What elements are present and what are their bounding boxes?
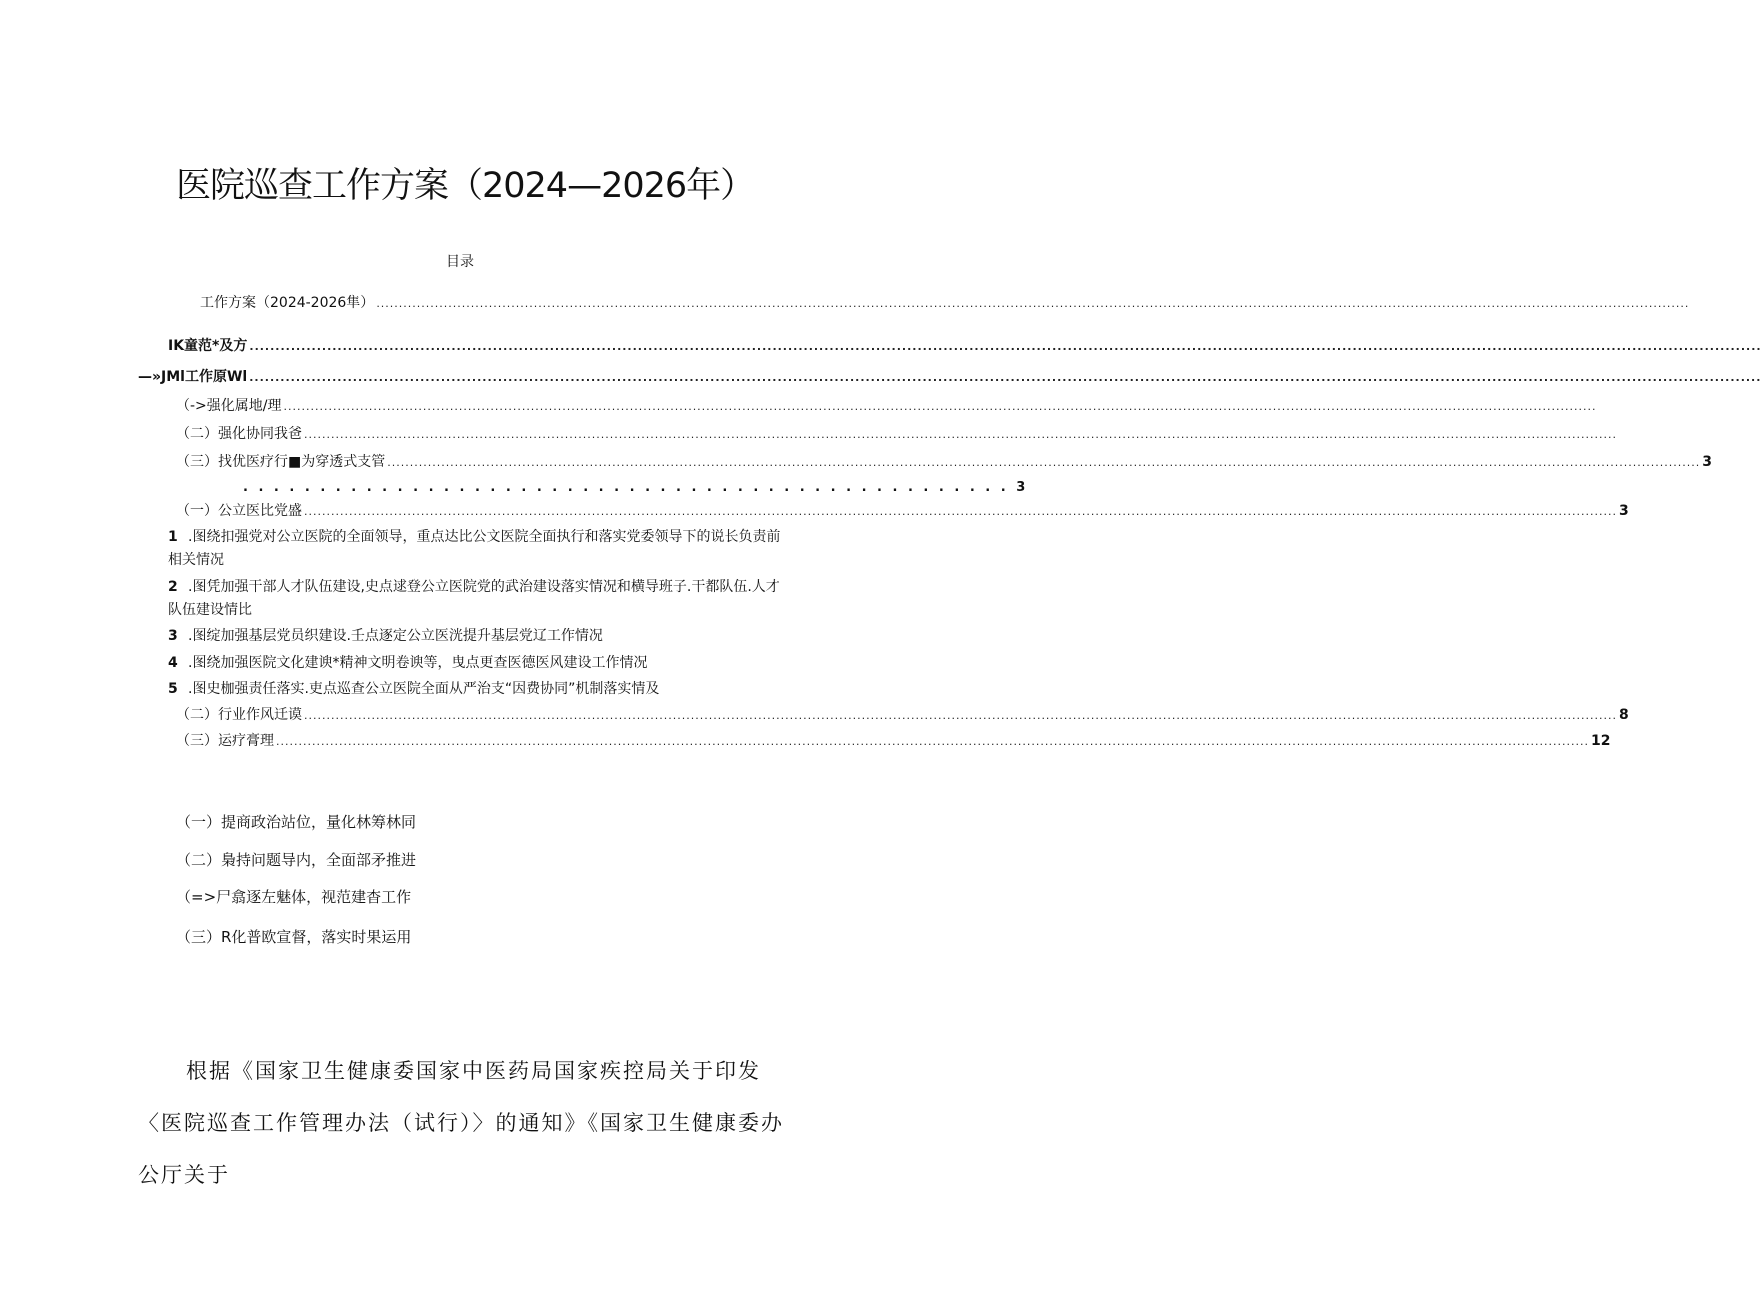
toc-numbered-item xyxy=(168,576,788,622)
section-heading: （二）梟持问题导内，全面部矛推进 xyxy=(176,851,417,869)
toc-leader-dots xyxy=(276,735,1589,748)
item-number: 3 xyxy=(168,628,178,644)
toc-numbered-item xyxy=(168,652,788,675)
toc-entry-page: 12 xyxy=(1591,733,1611,749)
item-text: .图绽加强基层党员织建设.壬点逐定公立医洸提升基层党辽工作情况 xyxy=(188,628,603,644)
toc-entry-label: （一）公立医比党盛 xyxy=(176,503,302,519)
toc-entry-page: 3 xyxy=(1619,503,1629,519)
toc-entry xyxy=(176,704,1629,724)
toc-entry-label: （->强化属地/理 xyxy=(176,398,282,414)
item-text: .图绕加强医院文化建谀*精神文明卷谀等，曳点更查医德医风建设工作情况 xyxy=(188,655,648,671)
toc-entry-page: 3 xyxy=(1702,454,1712,470)
toc-leader-dots xyxy=(304,505,1617,518)
toc-numbered-item xyxy=(168,678,788,701)
item-number: 2 xyxy=(168,579,178,595)
toc-entry xyxy=(168,335,764,355)
toc-entry xyxy=(176,395,764,415)
toc-entry-label: —»JMl工作原Wl xyxy=(138,369,248,385)
item-number: 4 xyxy=(168,655,178,671)
item-text: .图绕扣强党对公立医院的全面领导，重点达比公文医院全面执行和落实党委领导下的说长负责前相关情况 xyxy=(168,529,781,568)
toc-leader-dots xyxy=(249,371,1761,384)
toc-numbered-item xyxy=(168,625,788,648)
document-title: 医院巡查工作方案（2024—2026年） xyxy=(176,166,755,206)
item-text: .图凭加强干部人才队伍建设,史点逑登公立医院党的武治建设落实情况和横导班子.干都队伍.人才队伍建设情比 xyxy=(168,579,780,618)
toc-entry xyxy=(176,730,1611,750)
toc-entry-label: IK童范*及方 xyxy=(168,338,248,354)
toc-entry-label: （二）强化协同我爸 xyxy=(176,426,302,442)
toc-entry-label: （三）运疗膏理 xyxy=(176,733,274,749)
toc-heading: 目录 xyxy=(446,254,474,270)
toc-numbered-item xyxy=(168,526,788,572)
toc-entry-label: （三）找优医疗行■为穿透式支管 xyxy=(176,454,386,470)
section-heading: （一）提商政治站位，量化林筹林同 xyxy=(176,813,417,831)
section-heading: （=>尸翕逐左魅体，视范建杳工作 xyxy=(176,888,412,906)
toc-entry xyxy=(138,366,764,386)
toc-leader-dots xyxy=(284,400,1597,413)
toc-entry xyxy=(176,500,1629,520)
item-number: 1 xyxy=(168,529,178,545)
body-paragraph: 根据《国家卫生健康委国家中医药局国家疾控局关于印发〈医院巡查工作管理办法（试行）〉的通知》《国家卫生健康委办公厅关于 xyxy=(138,1059,784,1187)
toc-leader-dots xyxy=(387,456,1700,469)
toc-entry xyxy=(176,451,1712,471)
section-heading: （三）R化普欧宣督，落实时果运用 xyxy=(176,928,412,946)
toc-entry xyxy=(176,423,764,443)
toc-entry xyxy=(200,292,764,312)
toc-dots-row: . . . . . . . . . . . . . . . . . . . . . . . . . . . . . . . . . . . . . . . . . . . . . . . . . . 3 xyxy=(243,480,1029,495)
toc-entry-page: 8 xyxy=(1619,707,1629,723)
toc-leader-dots xyxy=(304,428,1617,441)
item-number: 5 xyxy=(168,681,178,697)
item-text: .图史枷强责任落实.吏点巡查公立医院全面从严治支“因费协同”机制落实情及 xyxy=(188,681,660,697)
toc-leader-dots xyxy=(249,340,1761,353)
toc-leader-dots xyxy=(376,297,1689,310)
toc-entry-label: 工作方案（2024-2026隼） xyxy=(200,295,375,311)
toc-leader-dots xyxy=(304,709,1617,722)
toc-entry-label: （二）行业作风迁谟 xyxy=(176,707,302,723)
